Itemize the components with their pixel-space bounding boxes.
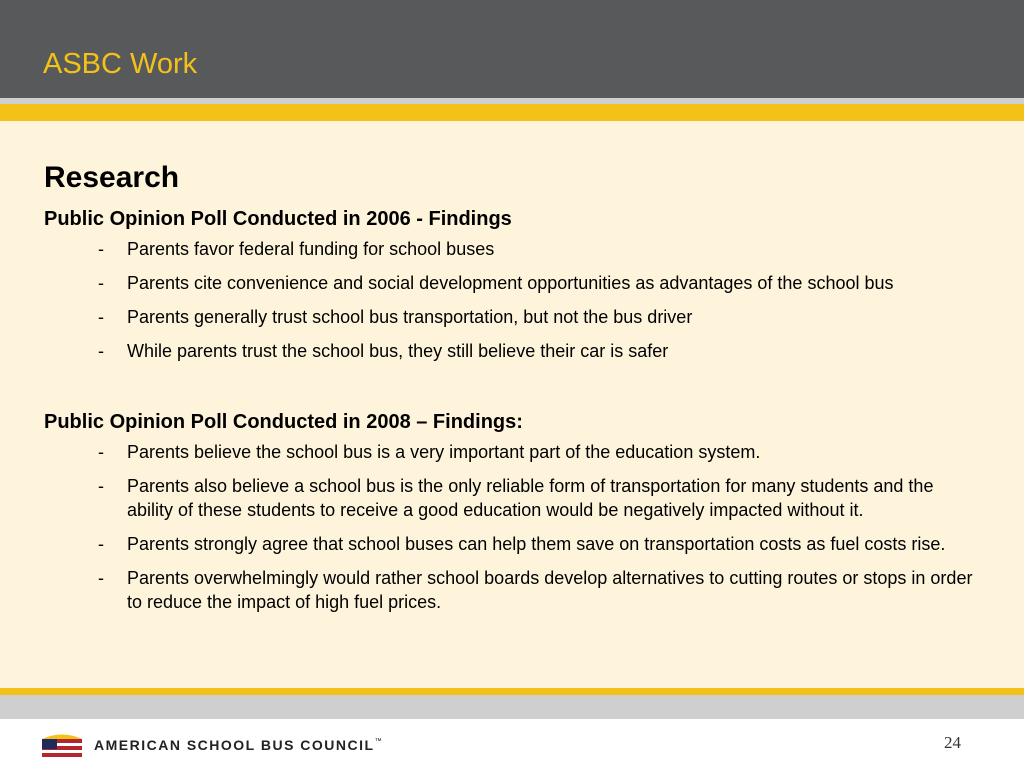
finding-item <box>44 305 984 329</box>
finding-text: Parents cite convenience and social development opportunities as advantages of the school bus <box>127 273 894 293</box>
finding-text: Parents generally trust school bus transportation, but not the bus driver <box>127 307 693 327</box>
bullet-dash: - <box>98 341 104 361</box>
organization-name-text: AMERICAN SCHOOL BUS COUNCIL <box>94 737 375 753</box>
bottom-divider <box>0 695 1024 719</box>
findings-list <box>44 440 984 614</box>
poll-title: Public Opinion Poll Conducted in 2006 - Findings <box>44 208 512 230</box>
bullet-dash: - <box>98 476 104 496</box>
finding-item <box>44 271 984 295</box>
finding-text: Parents overwhelmingly would rather school boards develop alternatives to cutting routes or stops in order to reduce the impact of high fuel prices. <box>127 568 973 612</box>
trademark-symbol: ™ <box>374 738 384 745</box>
poll-2006 <box>44 207 984 373</box>
bullet-dash: - <box>98 534 104 554</box>
finding-text: Parents favor federal funding for school buses <box>127 239 495 259</box>
finding-item <box>44 566 984 614</box>
bullet-dash: - <box>98 273 104 293</box>
finding-item <box>44 237 984 261</box>
finding-item <box>44 339 984 363</box>
finding-item <box>44 532 984 556</box>
finding-text: Parents believe the school bus is a very important part of the education system. <box>127 442 761 462</box>
finding-text: Parents also believe a school bus is the only reliable form of transportation for many students and the ability of these students to receive a good education would be negatively impacted without it. <box>127 476 934 520</box>
poll-2008 <box>44 410 984 624</box>
finding-item <box>44 440 984 464</box>
bullet-dash: - <box>98 307 104 327</box>
school-bus-flag-icon <box>40 731 84 757</box>
bottom-accent-band <box>0 688 1024 695</box>
organization-name <box>94 738 383 752</box>
bullet-dash: - <box>98 239 104 259</box>
bullet-dash: - <box>98 442 104 462</box>
finding-text: Parents strongly agree that school buses can help them save on transportation costs as fuel costs rise. <box>127 534 946 554</box>
section-heading: Research <box>44 161 180 194</box>
findings-list <box>44 237 984 363</box>
slide-header <box>0 0 1024 98</box>
poll-title: Public Opinion Poll Conducted in 2008 – Findings: <box>44 411 523 433</box>
finding-item <box>44 474 984 522</box>
top-accent-band <box>0 104 1024 121</box>
bullet-dash: - <box>98 568 104 588</box>
slide-title: ASBC Work <box>43 48 198 80</box>
page-number: 24 <box>944 733 961 752</box>
finding-text: While parents trust the school bus, they still believe their car is safer <box>127 341 669 361</box>
